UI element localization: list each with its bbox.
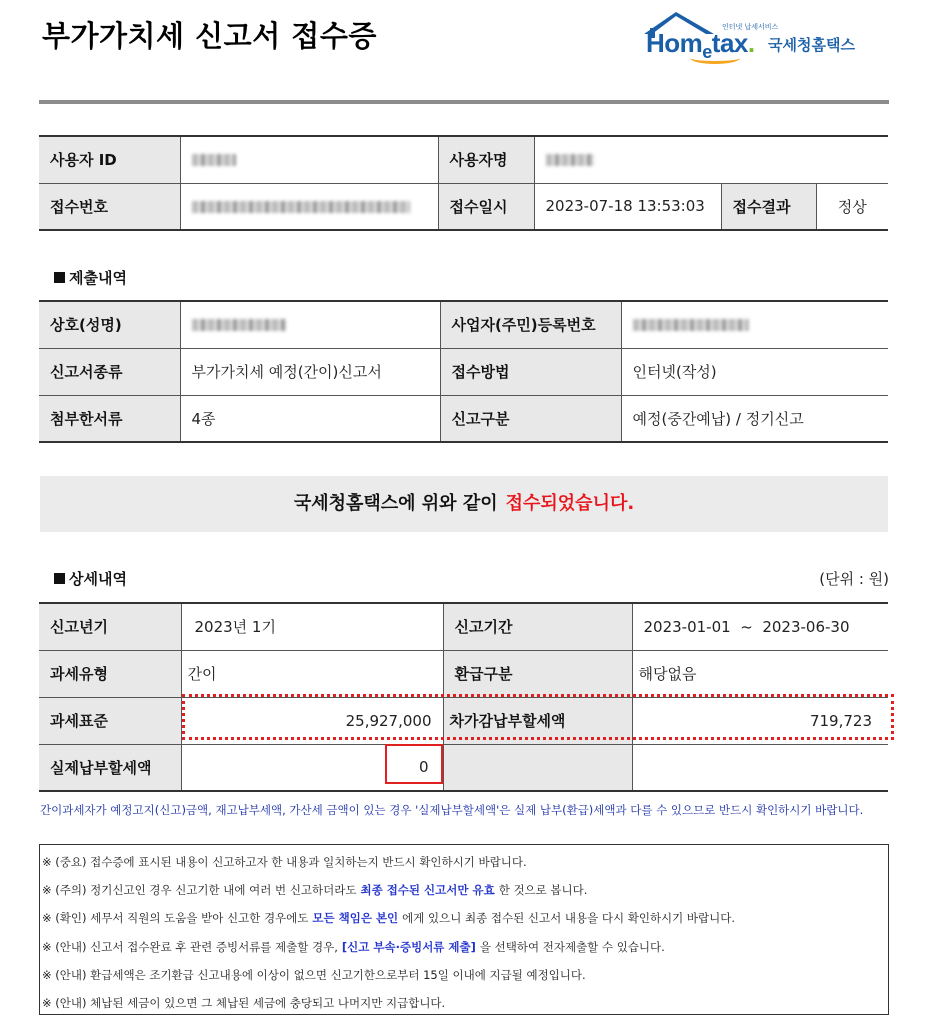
redacted-value (192, 319, 286, 331)
period-range-value: 2023-01-01 ~ 2023-06-30 (632, 603, 888, 650)
table-row (39, 395, 888, 442)
redacted-value (546, 154, 594, 166)
table-row (39, 744, 888, 791)
receipt-method-value: 인터넷(작성) (621, 348, 888, 395)
notice-item: ※ (주의) 정기신고인 경우 신고기한 내에 여러 번 신고하더라도 최종 접수된 신고서만 유효 한 것으로 봅니다. (42, 883, 588, 898)
user-id-label: 사용자 ID (39, 136, 180, 183)
notice-item: ※ (안내) 신고서 접수완료 후 관련 증빙서류를 제출할 경우, [신고 부속·증빙서류 제출] 을 선택하여 전자제출할 수 있습니다. (42, 939, 665, 954)
tax-type-value: 간이 (181, 650, 443, 697)
actual-tax-payable-label: 실제납부할세액 (39, 744, 181, 791)
logo-wordmark: Hom$_e$tax. (646, 28, 755, 62)
logo-tagline: 인터넷 납세서비스 (722, 23, 779, 31)
table-row (39, 697, 888, 744)
notice-box (39, 844, 889, 1015)
details-section-title: 상세내역 (54, 568, 127, 589)
submission-section-title: 제출내역 (54, 267, 127, 288)
period-year-label: 신고년기 (39, 603, 181, 650)
registration-no-label: 사업자(주민)등록번호 (440, 301, 621, 348)
receipt-method-label: 접수방법 (440, 348, 621, 395)
unit-label: (단위 : 원) (819, 570, 889, 588)
net-tax-payable-label: 차가감납부할세액 (443, 697, 632, 744)
table-row (39, 603, 888, 650)
refund-type-label: 환급구분 (443, 650, 632, 697)
user-info-table (39, 135, 888, 231)
period-range-label: 신고기간 (443, 603, 632, 650)
notice-item: ※ (확인) 세무서 직원의 도움을 받아 신고한 경우에도 모든 책임은 본인 에게 있으니 최종 접수된 신고서 내용을 다시 확인하시기 바랍니다. (42, 911, 736, 926)
details-table (39, 602, 888, 792)
receipt-result-value: 정상 (816, 183, 888, 230)
receipt-datetime-label: 접수일시 (438, 183, 534, 230)
actual-tax-payable-value: 0 (181, 744, 443, 791)
receipt-confirmation-banner: 국세청홈택스에 위와 같이 접수되었습니다. (40, 476, 888, 532)
attachments-value: 4종 (180, 395, 440, 442)
registration-no-value (621, 301, 888, 348)
page-title: 부가가치세 신고서 접수증 (42, 19, 377, 53)
redacted-value (192, 154, 236, 166)
net-tax-payable-value: 719,723 (632, 697, 888, 744)
period-year-value: 2023년 1기 (181, 603, 443, 650)
header-divider (39, 100, 889, 104)
refund-type-value: 해당없음 (632, 650, 888, 697)
table-row (39, 301, 888, 348)
form-type-label: 신고서종류 (39, 348, 180, 395)
table-row (39, 136, 888, 183)
notice-item: ※ (안내) 환급세액은 조기환급 신고내용에 이상이 없으면 신고기한으로부터 15일 이내에 지급될 예정입니다. (42, 967, 586, 982)
receipt-no-label: 접수번호 (39, 183, 180, 230)
user-name-label: 사용자명 (438, 136, 534, 183)
submission-table (39, 300, 888, 443)
filing-type-value: 예정(중간예납) / 정기신고 (621, 395, 888, 442)
simplified-taxpayer-note: 간이과세자가 예정고지(신고)금액, 재고납부세액, 가산세 금액이 있는 경우 '실제납부할세액'은 실제 납부(환급)세액과 다를 수 있으므로 반드시 확인하시기 바랍니다. (40, 803, 864, 817)
table-row (39, 348, 888, 395)
square-bullet-icon (54, 272, 65, 283)
form-type-value: 부가가치세 예정(간이)신고서 (180, 348, 440, 395)
table-row (39, 650, 888, 697)
empty-value (632, 744, 888, 791)
empty-label (443, 744, 632, 791)
table-row (39, 183, 888, 230)
user-name-value (534, 136, 888, 183)
logo-korean-name: 국세청홈택스 (768, 36, 855, 54)
notice-item: ※ (중요) 접수증에 표시된 내용이 신고하고자 한 내용과 일치하는지 반드시 확인하시기 바랍니다. (42, 855, 527, 869)
redacted-value (192, 201, 410, 213)
redacted-value (633, 319, 749, 331)
receipt-result-label: 접수결과 (721, 183, 816, 230)
filing-type-label: 신고구분 (440, 395, 621, 442)
user-id-value (180, 136, 438, 183)
tax-base-value: 25,927,000 (181, 697, 443, 744)
square-bullet-icon (54, 573, 65, 584)
logo-smile-icon (690, 52, 740, 64)
attachments-label: 첨부한서류 (39, 395, 180, 442)
business-name-label: 상호(성명) (39, 301, 180, 348)
receipt-datetime-value: 2023-07-18 13:53:03 (534, 183, 721, 230)
hometax-logo (640, 8, 880, 68)
receipt-no-value (180, 183, 438, 230)
notice-item: ※ (안내) 체납된 세금이 있으면 그 체납된 세금에 충당되고 나머지만 지급합니다. (42, 996, 446, 1011)
tax-base-label: 과세표준 (39, 697, 181, 744)
business-name-value (180, 301, 440, 348)
tax-type-label: 과세유형 (39, 650, 181, 697)
